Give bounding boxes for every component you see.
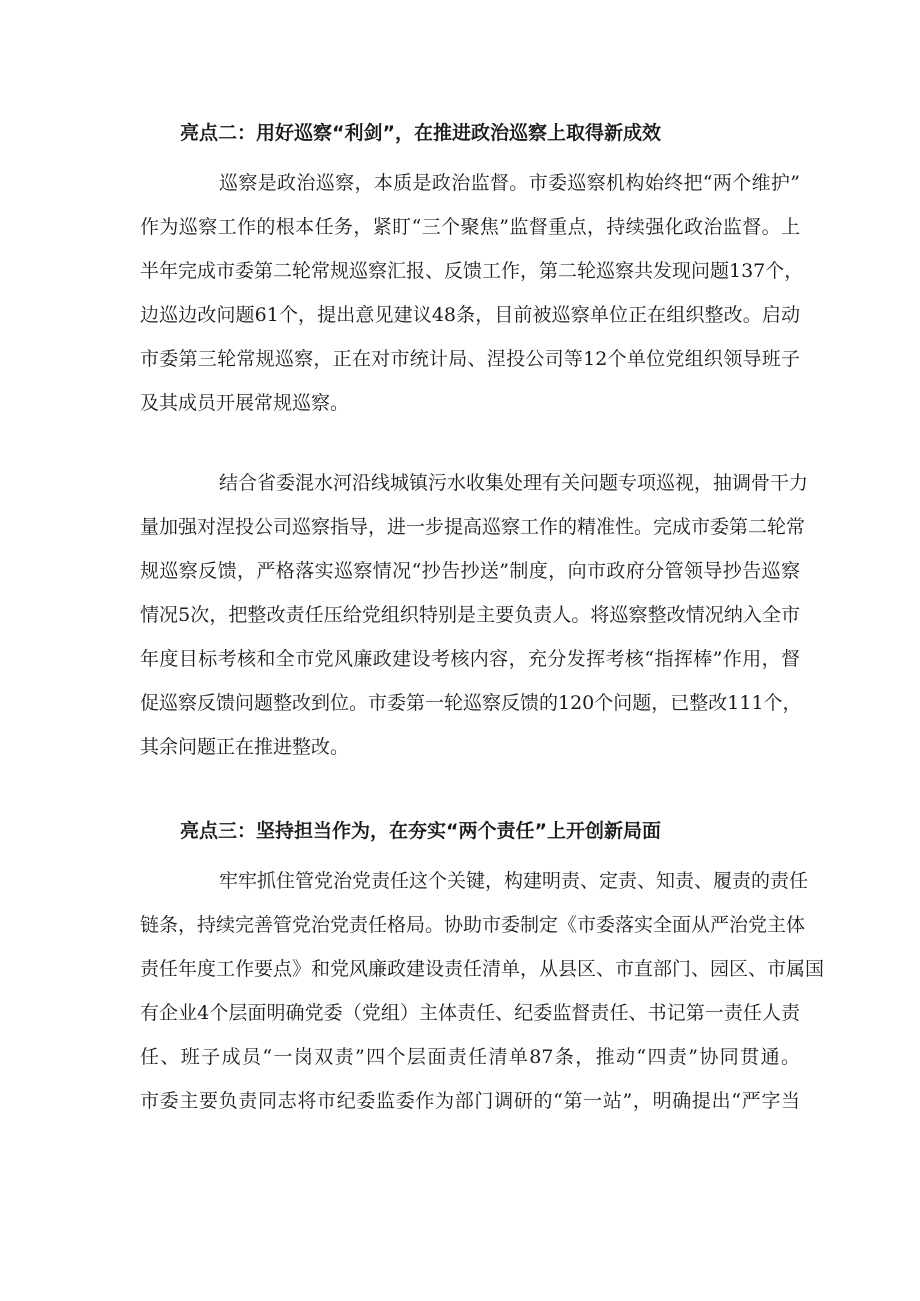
paragraph-line: 促巡察反馈问题整改到位。市委第一轮巡察反馈的120个问题，已整改111个， <box>140 692 802 714</box>
paragraph-line: 结合省委混水河沿线城镇污水收集处理有关问题专项巡视，抽调骨干力 <box>219 472 809 494</box>
section-3-heading: 亮点三：坚持担当作为，在夯实“两个责任”上开创新局面 <box>180 820 661 842</box>
paragraph-line: 年度目标考核和全市党风廉政建设考核内容，充分发挥考核“指挥棒”作用，督 <box>140 648 800 670</box>
paragraph-line: 市委第三轮常规巡察，正在对市统计局、涅投公司等12个单位党组织领导班子 <box>140 348 800 370</box>
paragraph-line: 规巡察反馈，严格落实巡察情况“抄告抄送”制度，向市政府分管领导抄告巡察 <box>140 560 800 582</box>
paragraph-line: 牢牢抓住管党治党责任这个关键，构建明责、定责、知责、履责的责任 <box>219 870 809 892</box>
paragraph-line: 链条，持续完善管党治党责任格局。协助市委制定《市委落实全面从严治党主体 <box>140 914 806 936</box>
paragraph-line: 边巡边改问题61个，提出意见建议48条，目前被巡察单位正在组织整改。启动 <box>140 304 800 326</box>
paragraph-line: 任、班子成员“一岗双责”四个层面责任清单87条，推动“四责”协同贯通。 <box>140 1046 800 1068</box>
paragraph-line: 巡察是政治巡察，本质是政治监督。市委巡察机构始终把“两个维护” <box>219 172 800 194</box>
paragraph-line: 及其成员开展常规巡察。 <box>140 392 350 414</box>
paragraph-line: 半年完成市委第二轮常规巡察汇报、反馈工作，第二轮巡察共发现问题137个， <box>140 260 804 282</box>
paragraph-line: 市委主要负责同志将市纪委监委作为部门调研的“第一站”，明确提出“严字当 <box>140 1090 800 1112</box>
paragraph-line: 其余问题正在推进整改。 <box>140 736 350 758</box>
section-2-heading: 亮点二：用好巡察“利剑”，在推进政治巡察上取得新成效 <box>180 122 661 144</box>
paragraph-line: 作为巡察工作的根本任务，紧盯“三个聚焦”监督重点，持续强化政治监督。上 <box>140 216 800 238</box>
paragraph-line: 有企业4个层面明确党委（党组）主体责任、纪委监督责任、书记第一责任人责 <box>140 1002 800 1024</box>
paragraph-line: 量加强对涅投公司巡察指导，进一步提高巡察工作的精准性。完成市委第二轮常 <box>140 516 806 538</box>
paragraph-line: 情况5次，把整改责任压给党组织特别是主要负责人。将巡察整改情况纳入全市 <box>140 604 800 626</box>
paragraph-line: 责任年度工作要点》和党风廉政建设责任清单，从县区、市直部门、园区、市属国 <box>140 958 825 980</box>
